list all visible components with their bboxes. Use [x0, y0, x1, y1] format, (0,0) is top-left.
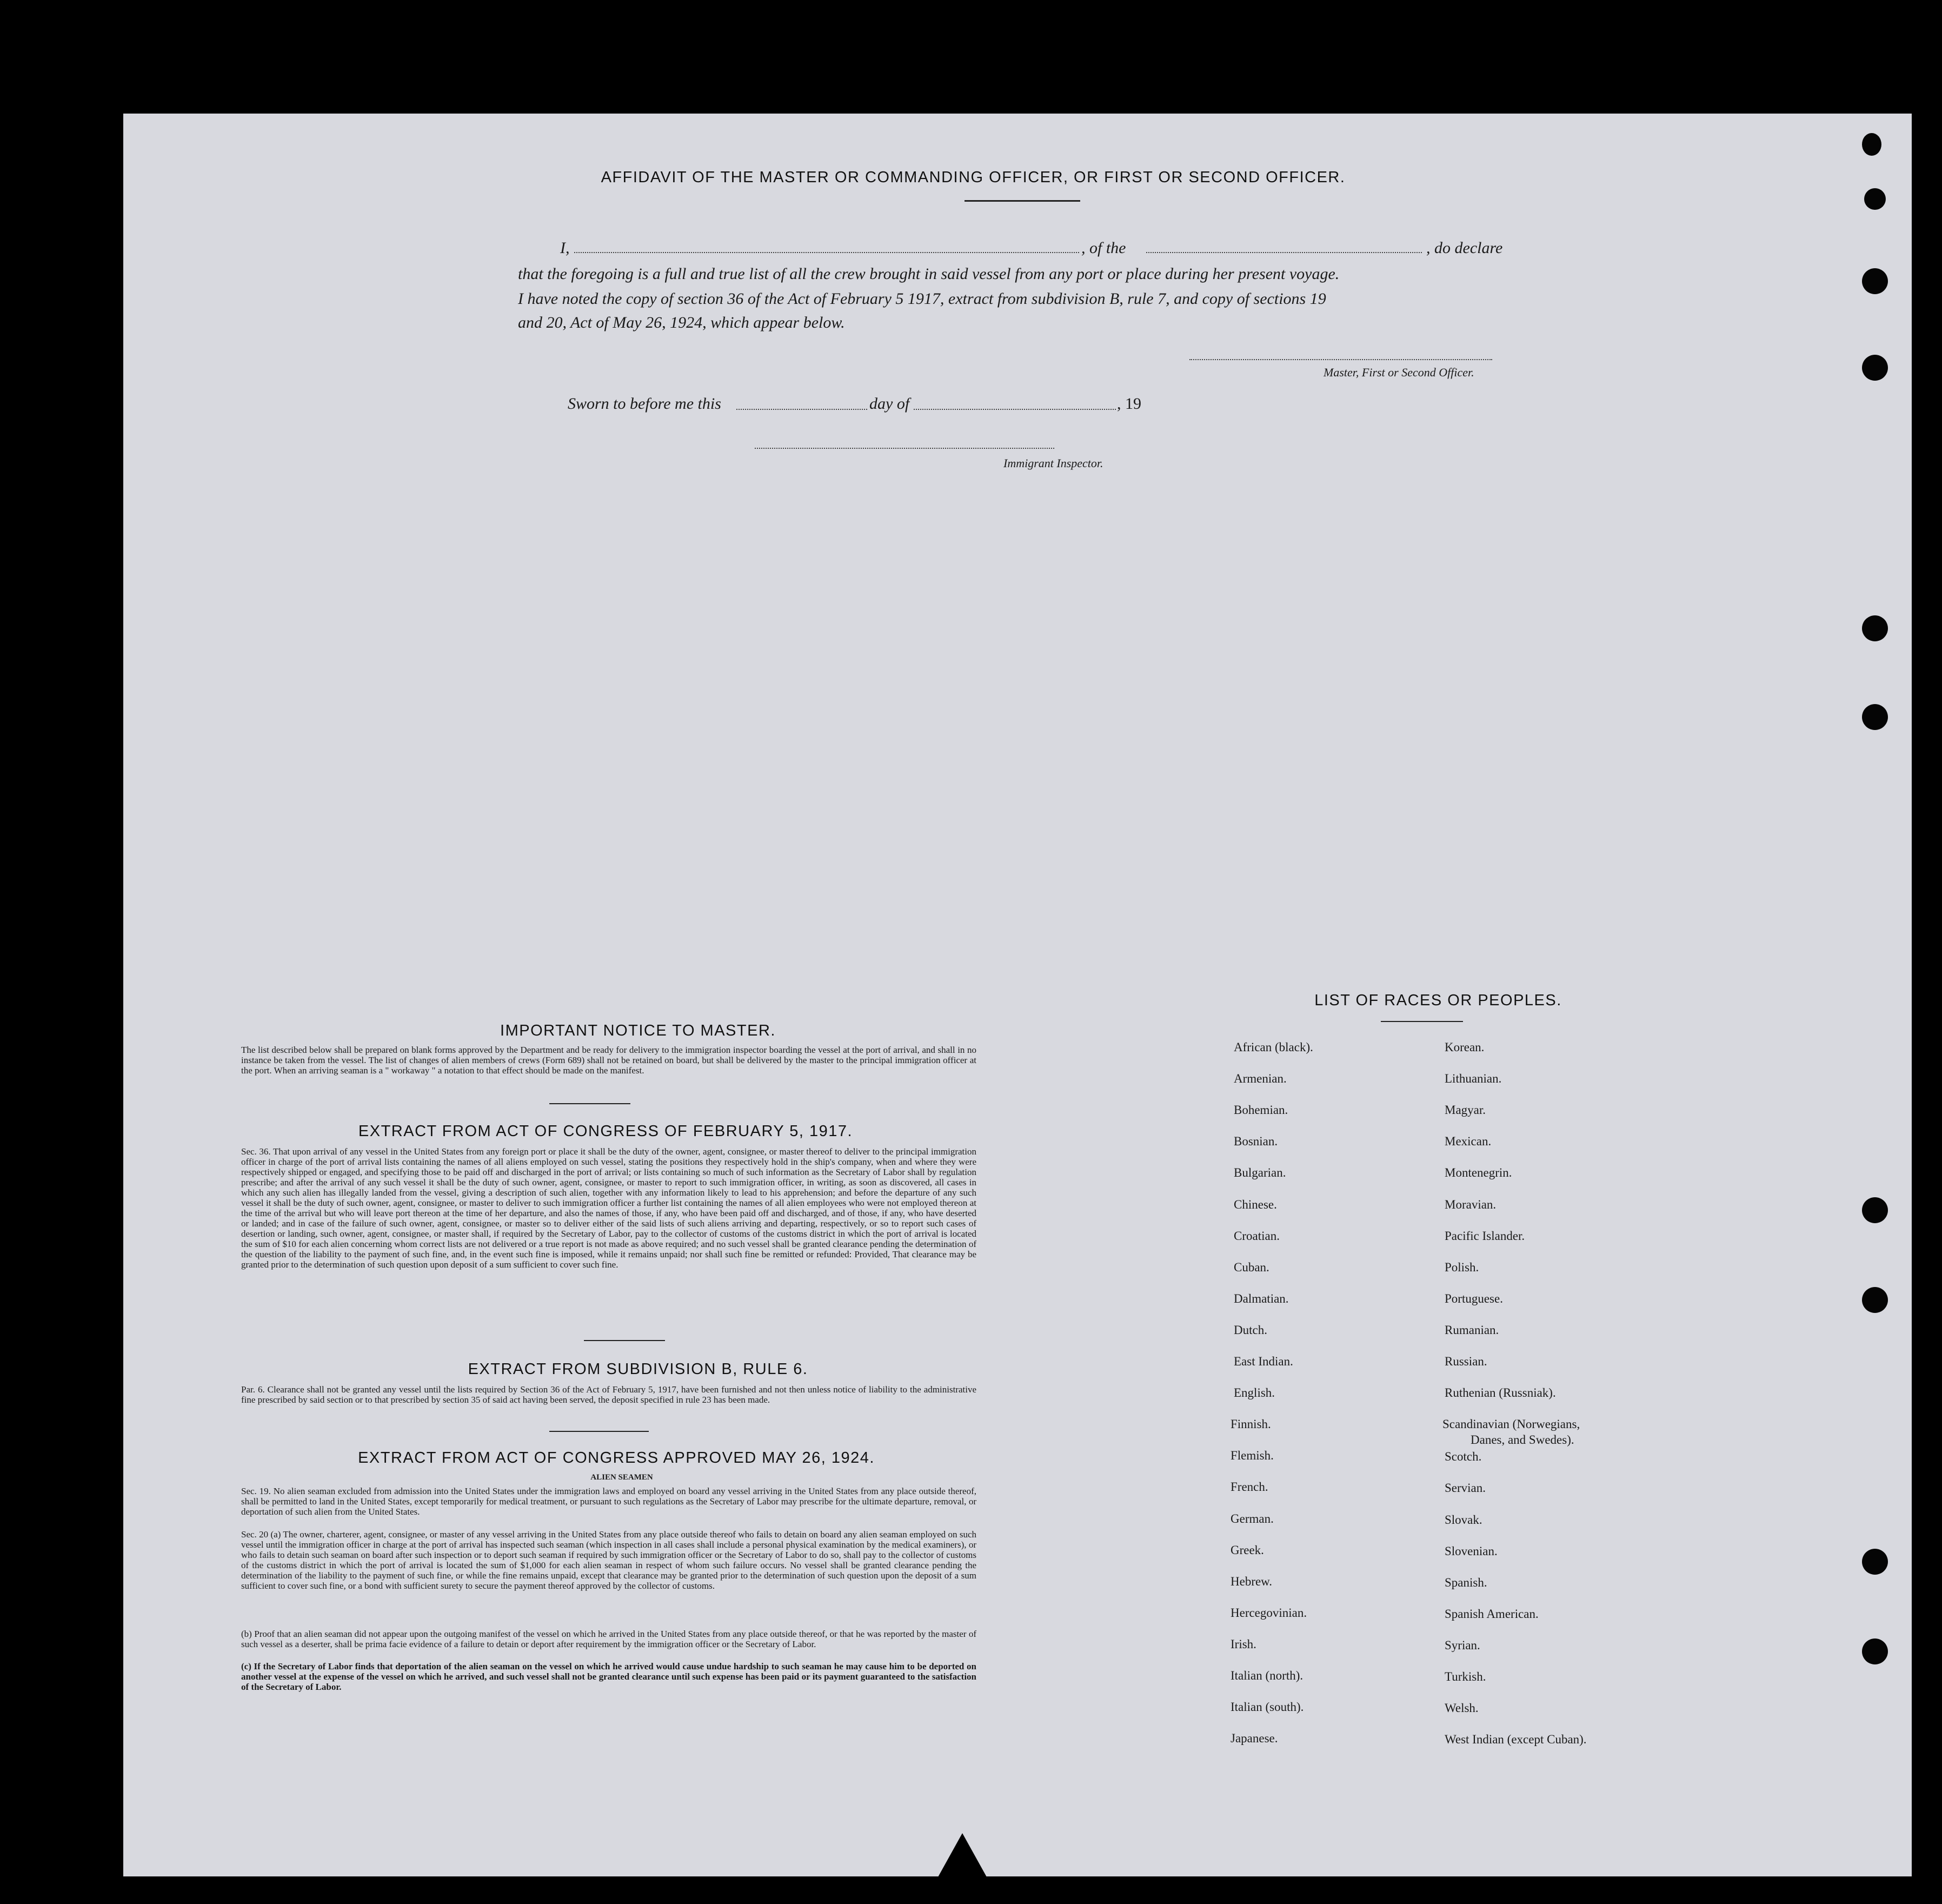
- affidavit-title: AFFIDAVIT OF THE MASTER OR COMMANDING OFFICER, OR FIRST OR SECOND OFFICER.: [601, 169, 1346, 186]
- sworn-day-field[interactable]: [736, 409, 867, 410]
- binder-hole-icon: [1862, 268, 1888, 294]
- binder-hole-icon: [1862, 1197, 1888, 1223]
- race-item: East Indian.: [1234, 1355, 1293, 1368]
- race-item: English.: [1234, 1386, 1275, 1400]
- race-item: Ruthenian (Russniak).: [1445, 1386, 1556, 1400]
- race-item: Spanish American.: [1445, 1607, 1539, 1621]
- binder-hole-icon: [1862, 1638, 1888, 1664]
- binder-hole-icon: [1862, 133, 1881, 156]
- binder-hole-icon: [1862, 615, 1888, 641]
- race-item: Syrian.: [1445, 1638, 1480, 1652]
- race-item: Russian.: [1445, 1355, 1487, 1368]
- race-item: African (black).: [1234, 1040, 1313, 1054]
- binder-hole-icon: [1862, 1549, 1888, 1575]
- race-item: Italian (north).: [1231, 1669, 1303, 1682]
- extract-1924-subtitle: ALIEN SEAMEN: [590, 1473, 653, 1482]
- race-item: Slovenian.: [1445, 1544, 1498, 1558]
- race-item: Chinese.: [1234, 1197, 1277, 1211]
- race-item: Scotch.: [1445, 1450, 1482, 1464]
- day-of-text: day of: [869, 395, 910, 413]
- master-signature-line[interactable]: [1189, 359, 1492, 360]
- race-item: Cuban.: [1234, 1260, 1269, 1274]
- race-item: West Indian (except Cuban).: [1445, 1733, 1587, 1747]
- affidavit-line3: I have noted the copy of section 36 of the Act of February 5 1917, extract from subdivision B, rule 7, and copy of sections 19: [518, 290, 1326, 308]
- year-text: , 19: [1117, 395, 1141, 413]
- binder-hole-icon: [1864, 188, 1886, 210]
- race-item: Portuguese.: [1445, 1291, 1503, 1305]
- race-item: Polish.: [1445, 1260, 1479, 1274]
- notice-body: The list described below shall be prepared on blank forms approved by the Department and be ready for delivery to the immigration inspector boarding the vessel at the port of arrival, and shall in no instance be taken from the vessel. The list of changes of alien members of crews (Form 689) shall not be retained on board, but shall be delivered by the master to the principal immigration officer at the port. When an arriving seaman is a " workaway " a notation to that effect should be made on the manifest.: [241, 1045, 976, 1076]
- race-item: Italian (south).: [1231, 1700, 1304, 1714]
- race-item: Slovak.: [1445, 1512, 1482, 1527]
- race-item: Croatian.: [1234, 1229, 1280, 1243]
- race-item: Bohemian.: [1234, 1103, 1288, 1117]
- race-item: Montenegrin.: [1445, 1166, 1512, 1180]
- extract-1924-sec20a: Sec. 20 (a) The owner, charterer, agent, consignee, or master of any vessel arriving in the United States from any place outside thereof who fails to detain on board any alien seaman employed on such vessel until the immigration officer in charge at the port of arrival has inspected such seaman (which inspection in all cases shall include a personal physical examination by the medical examiners), or who fails to detain such seaman on board after such inspection or to deport such seaman if required by such immigration officer or the Secretary of Labor to do so, shall pay to the collector of customs of the customs district in which the port of arrival is located the sum of $1,000 for each alien seaman in respect of whom such failure occurs. No vessel shall be granted clearance pending the determination of the liability to the payment of such fine, or while the fine remains unpaid, except that clearance may be granted prior to the determination of such question upon the deposit of a sum sufficient to cover such fine, or a bond with sufficient surety to secure the payment thereof approved by the collector of customs.: [241, 1529, 976, 1591]
- race-item: German.: [1231, 1511, 1274, 1525]
- race-item: Dalmatian.: [1234, 1291, 1289, 1305]
- race-item: Armenian.: [1234, 1072, 1287, 1086]
- race-item: Bulgarian.: [1234, 1166, 1286, 1180]
- race-item: Finnish.: [1231, 1417, 1271, 1431]
- race-item: French.: [1231, 1480, 1268, 1494]
- race-item: Bosnian.: [1234, 1135, 1278, 1149]
- race-item: Japanese.: [1231, 1731, 1278, 1746]
- race-item: Moravian.: [1445, 1197, 1497, 1211]
- race-item: Rumanian.: [1445, 1323, 1499, 1337]
- vessel-field[interactable]: [1146, 252, 1422, 253]
- affidavit-line1-declare: , do declare: [1426, 239, 1503, 257]
- race-item: Spanish.: [1445, 1575, 1487, 1589]
- race-item: Hebrew.: [1231, 1574, 1273, 1588]
- race-item: Scandinavian (Norwegians,: [1442, 1417, 1580, 1431]
- race-scandinavian-continued: Danes, and Swedes).: [1471, 1433, 1574, 1447]
- race-item: Dutch.: [1234, 1323, 1267, 1337]
- binder-hole-icon: [1862, 704, 1888, 730]
- divider: [549, 1103, 630, 1104]
- extract-rule-title: EXTRACT FROM SUBDIVISION B, RULE 6.: [468, 1361, 808, 1378]
- affidavit-line1-start: I,: [560, 239, 570, 257]
- sworn-text: Sworn to before me this: [568, 395, 721, 413]
- race-item: Hercegovinian.: [1231, 1606, 1307, 1620]
- race-item: Turkish.: [1445, 1670, 1486, 1683]
- race-item: Servian.: [1445, 1481, 1486, 1495]
- race-item: Flemish.: [1231, 1449, 1274, 1463]
- divider: [549, 1431, 649, 1432]
- race-item: Welsh.: [1445, 1701, 1479, 1715]
- affidavit-line1-of-the: , of the: [1081, 239, 1126, 257]
- name-field[interactable]: [574, 252, 1079, 253]
- race-item: Magyar.: [1445, 1103, 1486, 1117]
- notice-title: IMPORTANT NOTICE TO MASTER.: [500, 1022, 776, 1039]
- inspector-signature-label: Immigrant Inspector.: [1003, 456, 1103, 470]
- extract-1917-body: Sec. 36. That upon arrival of any vessel in the United States from any foreign port or place it shall be the duty of the owner, agent, consignee, or master thereof to deliver to the principal immigration officer in charge of the port of arrival lists containing the names of all aliens employed on such vessel, stating the positions they respectively hold in the ship's company, when and where they were respectively shipped or engaged, and specifying those to be paid off and discharged in the port of arrival; or lists containing so much of such information as the Secretary of Labor shall by regulation prescribe; and after the arrival of any such vessel it shall be the duty of such owner, agent, consignee, or master to report to such immigration officer, in writing, as soon as discovered, all cases in which any such alien has illegally landed from the vessel, giving a description of such alien, together with any information likely to lead to his apprehension; and before the departure of any such vessel it shall be the duty of such owner, agent, consignee, or master to deliver to such immigration officer a further list containing the names of all alien employees who were not employed thereon at the time of the arrival but who will leave port thereon at the time of her departure, and also the names of those, if any, who have been paid off and discharged, and of those, if any, who have deserted or landed; and in case of the failure of such owner, agent, consignee, or master so to deliver either of the said lists of such aliens arriving and departing, respectively, or so to report such cases of desertion or landing, such owner, agent, consignee, or master shall, if required by the Secretary of Labor, pay to the collector of customs of the customs district in which the port of arrival is located the sum of $10 for each alien concerning whom correct lists are not delivered or a true report is not made as above required; and no such vessel shall be granted clearance pending the determination of the question of the liability to the payment of such fine, and, in the event such fine is imposed, while it remains unpaid; nor shall such fine be remitted or refunded: Provided, That clearance may be granted prior to the determination of such question upon deposit of a sum sufficient to cover such fine.: [241, 1146, 976, 1270]
- race-item: Korean.: [1445, 1040, 1485, 1054]
- divider: [584, 1340, 665, 1341]
- race-item: Irish.: [1231, 1637, 1256, 1651]
- races-title: LIST OF RACES OR PEOPLES.: [1314, 992, 1562, 1009]
- inspector-signature-line[interactable]: [755, 448, 1054, 449]
- affidavit-line2: that the foregoing is a full and true list of all the crew brought in said vessel from any port or place during her present voyage.: [518, 265, 1340, 283]
- sworn-month-field[interactable]: [914, 409, 1116, 410]
- extract-1924-sec19: Sec. 19. No alien seaman excluded from admission into the United States under the immigration laws and employed on board any vessel arriving in the United States from any place outside thereof, shall be permitted to land in the United States, except temporarily for medical treatment, or pursuant to such regulations as the Secretary of Labor may prescribe for the ultimate departure, removal, or deportation of such alien from the United States.: [241, 1486, 976, 1517]
- extract-rule-body: Par. 6. Clearance shall not be granted any vessel until the lists required by Section 36 of the Act of February 5, 1917, have been furnished and not then unless notice of liability to the administrative fine prescribed by said section or to that prescribed by section 35 of said act having been served, the deposit specified in rule 23 has been made.: [241, 1384, 976, 1405]
- extract-1917-title: EXTRACT FROM ACT OF CONGRESS OF FEBRUARY 5, 1917.: [358, 1123, 853, 1140]
- race-item: Lithuanian.: [1445, 1072, 1502, 1086]
- affidavit-line4: and 20, Act of May 26, 1924, which appear below.: [518, 314, 845, 331]
- divider: [965, 200, 1080, 202]
- race-item: Pacific Islander.: [1445, 1229, 1525, 1243]
- binder-hole-icon: [1862, 1287, 1888, 1313]
- extract-1924-title: EXTRACT FROM ACT OF CONGRESS APPROVED MAY 26, 1924.: [358, 1449, 875, 1467]
- binder-hole-icon: [1862, 355, 1888, 381]
- race-item: Mexican.: [1445, 1135, 1492, 1149]
- extract-1924-sec20b: (b) Proof that an alien seaman did not appear upon the outgoing manifest of the vessel on which he arrived in the United States from any place outside thereof, or that he was reported by the master of such vessel as a deserter, shall be prima facie evidence of a failure to detain or deport after requirement by the immigration officer or the Secretary of Labor.: [241, 1629, 976, 1649]
- extract-1924-sec20c: (c) If the Secretary of Labor finds that deportation of the alien seaman on the vessel on which he arrived would cause undue hardship to such seaman he may cause him to be deported on another vessel at the expense of the vessel on which he arrived, and such vessel shall not be granted clearance until such expense has been paid or its payment guaranteed to the satisfaction of the Secretary of Labor.: [241, 1661, 976, 1692]
- master-signature-label: Master, First or Second Officer.: [1324, 366, 1474, 379]
- race-item: Greek.: [1231, 1543, 1264, 1557]
- divider: [1381, 1021, 1463, 1022]
